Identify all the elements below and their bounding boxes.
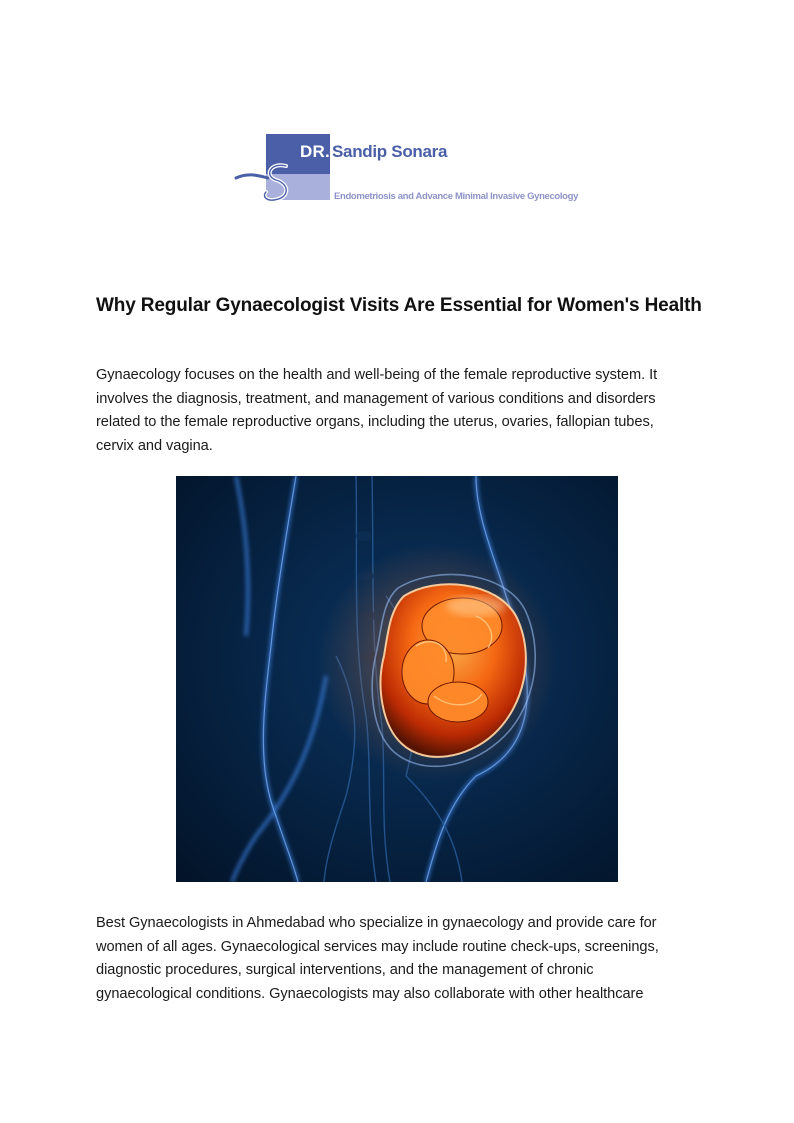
body-paragraph (96, 912, 696, 1006)
body-line: gynaecological conditions. Gynaecologists may also collaborate with other healthcare (96, 985, 644, 1002)
pregnancy-illustration (176, 476, 618, 882)
body-line: diagnostic procedures, surgical interventions, and the management of chronic (96, 962, 594, 978)
intro-line: cervix and vagina. (96, 437, 213, 454)
intro-paragraph (96, 364, 696, 458)
intro-line: related to the female reproductive organs, including the uterus, ovaries, fallopian tubes, (96, 414, 654, 430)
body-line: Best Gynaecologists in Ahmedabad who specialize in gynaecology and provide care for (96, 915, 657, 931)
logo-doctor-name: Sandip Sonara (332, 142, 448, 161)
logo-tagline: Endometriosis and Advance Minimal Invasive Gynecology (334, 191, 579, 202)
logo-dr-text: DR. (300, 142, 330, 161)
pregnancy-anatomy-icon (176, 476, 618, 882)
intro-line: involves the diagnosis, treatment, and management of various conditions and disorders (96, 390, 656, 407)
article-title: Why Regular Gynaecologist Visits Are Essential for Women's Health (96, 295, 702, 316)
clinic-logo (234, 132, 579, 208)
body-line: women of all ages. Gynaecological services may include routine check-ups, screenings, (96, 938, 659, 955)
intro-line: Gynaecology focuses on the health and well-being of the female reproductive system. It (96, 367, 658, 383)
